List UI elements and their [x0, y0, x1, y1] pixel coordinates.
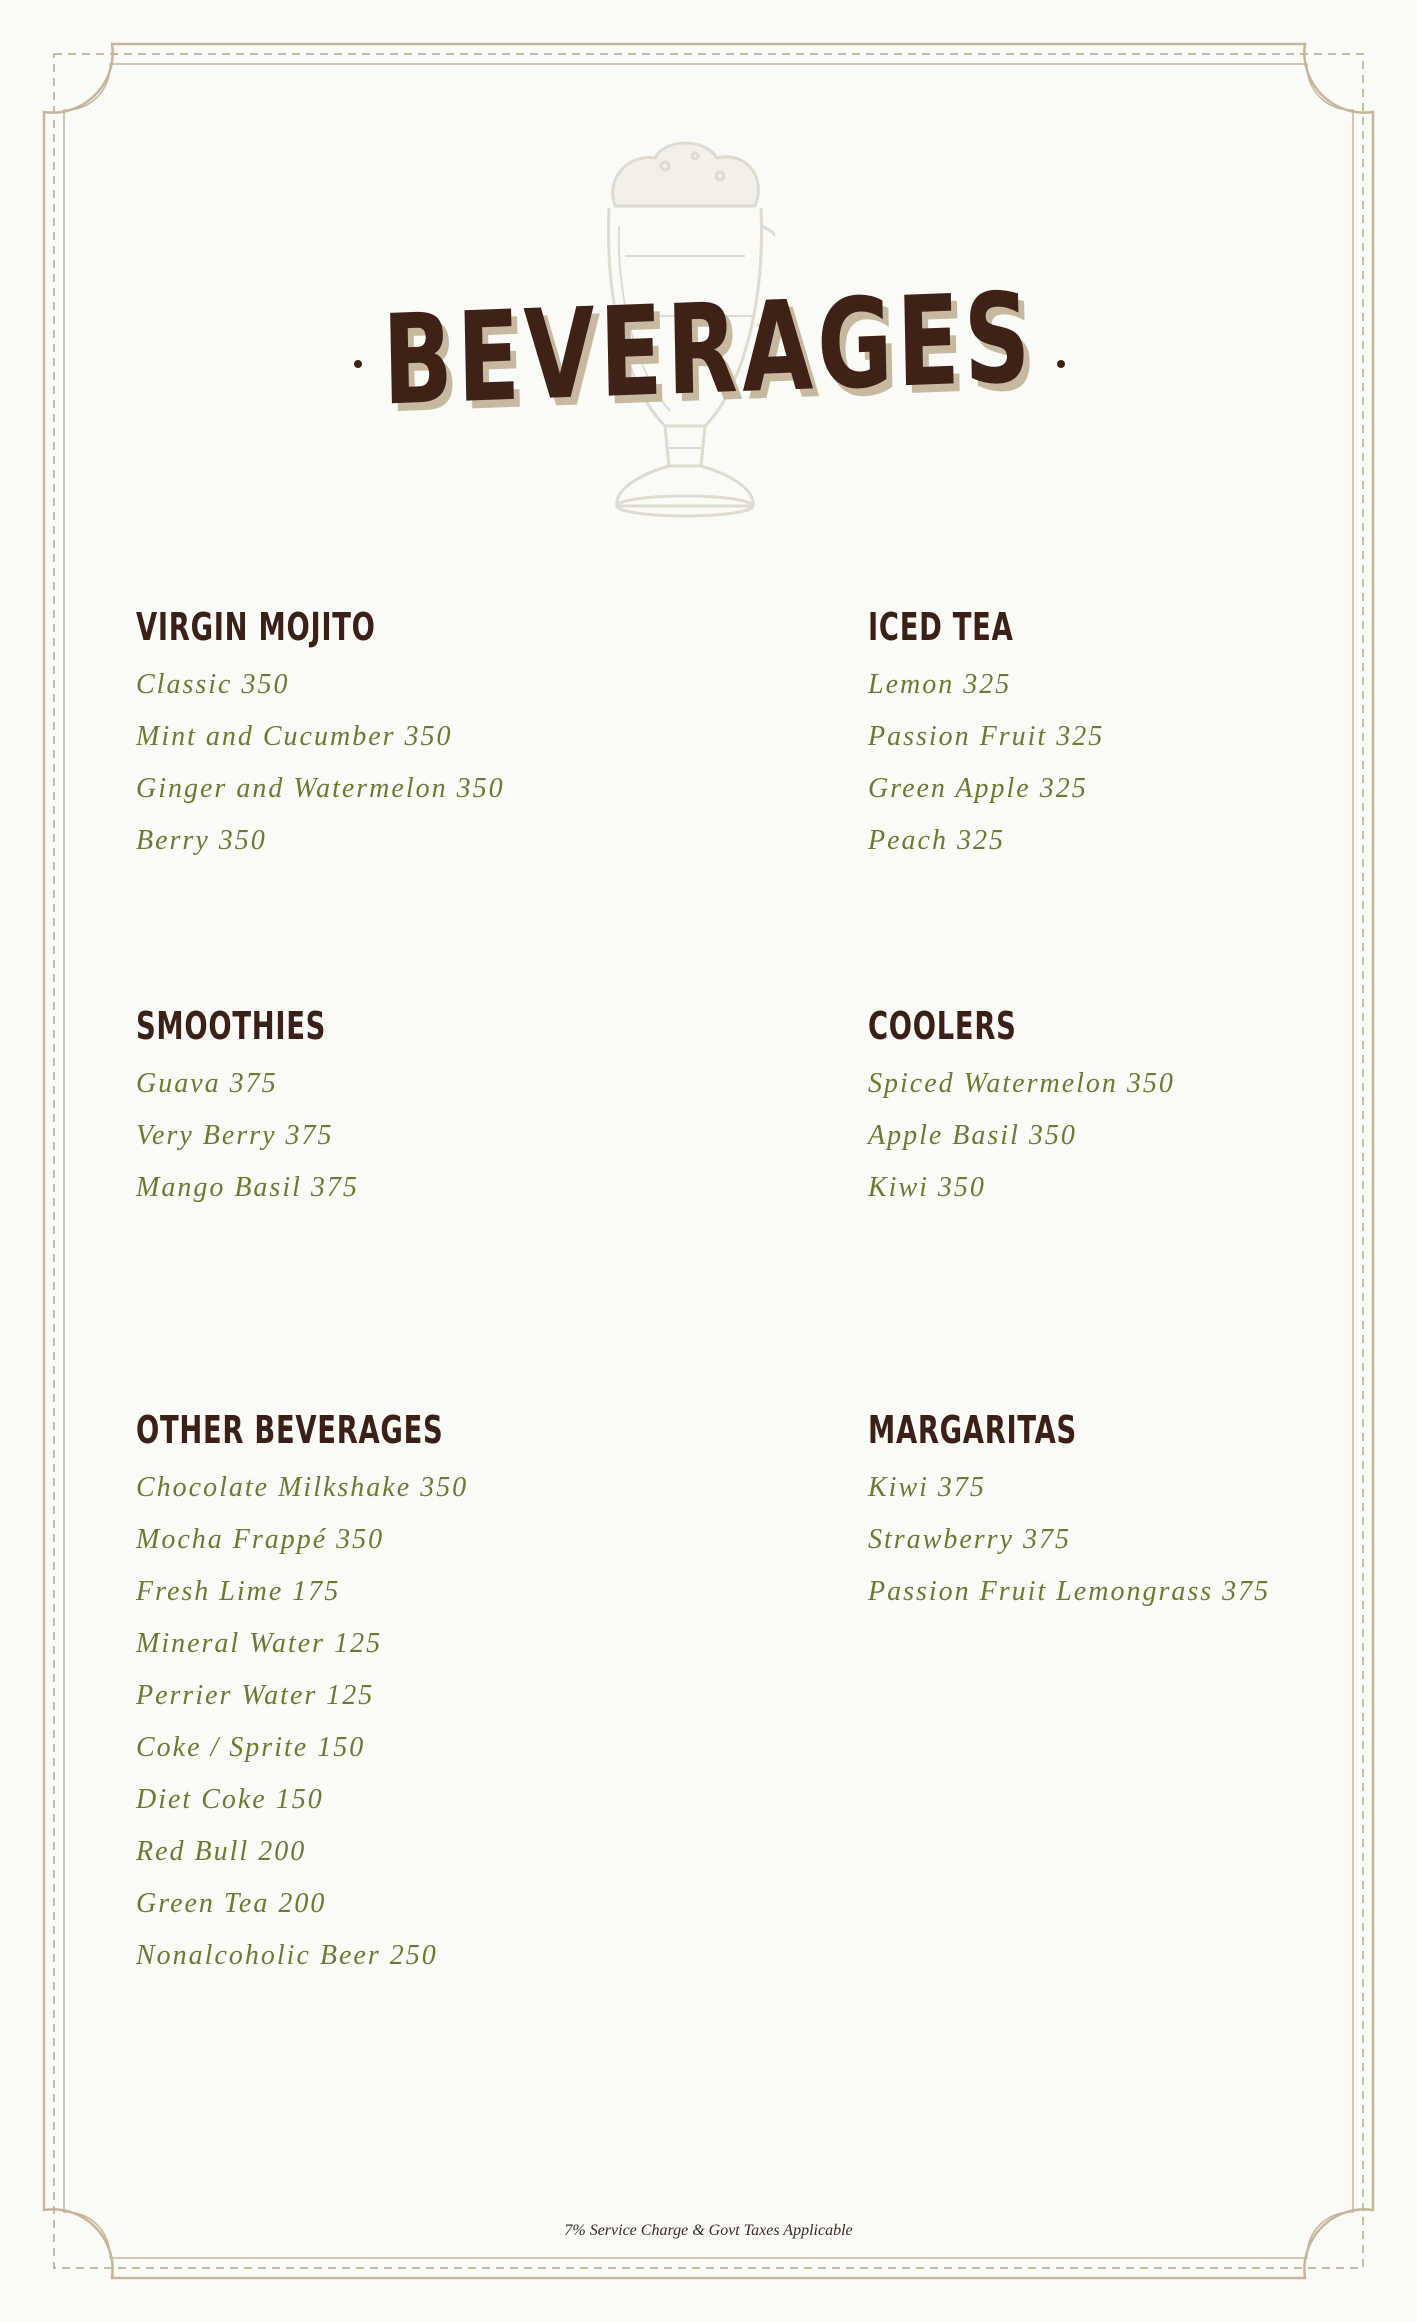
menu-item: Kiwi 375 [868, 1472, 986, 1503]
menu-item: Passion Fruit 325 [868, 721, 1105, 752]
item-list [868, 1462, 1417, 1618]
footer-note: 7% Service Charge & Govt Taxes Applicable [564, 2222, 853, 2239]
menu-item: Diet Coke 150 [136, 1784, 324, 1815]
section-margaritas [868, 1408, 1417, 1618]
menu-item: Mango Basil 375 [136, 1172, 359, 1203]
menu-item: Chocolate Milkshake 350 [136, 1472, 469, 1503]
menu-item: Mocha Frappé 350 [136, 1524, 385, 1555]
menu-item: Spiced Watermelon 350 [868, 1068, 1175, 1099]
item-list [136, 1058, 696, 1214]
menu-item: Guava 375 [136, 1068, 278, 1099]
menu-item: Mint and Cucumber 350 [136, 721, 453, 752]
menu-item: Strawberry 375 [868, 1524, 1071, 1555]
section-coolers [868, 1004, 1417, 1214]
section-other-beverages [136, 1408, 696, 1982]
section-title: SMOOTHIES [136, 1004, 327, 1048]
item-list [868, 659, 1417, 867]
menu-item: Coke / Sprite 150 [136, 1732, 366, 1763]
menu-item: Mineral Water 125 [136, 1628, 383, 1659]
item-list [136, 659, 696, 867]
section-virgin-mojito [136, 605, 696, 867]
menu-item: Berry 350 [136, 825, 267, 856]
menu-item: Lemon 325 [868, 669, 1012, 700]
menu-item: Very Berry 375 [136, 1120, 334, 1151]
menu-item: Nonalcoholic Beer 250 [136, 1940, 438, 1971]
section-title: COOLERS [868, 1004, 1017, 1048]
item-list [868, 1058, 1417, 1214]
menu-item: Red Bull 200 [136, 1836, 307, 1867]
menu-item: Perrier Water 125 [136, 1680, 375, 1711]
menu-item: Fresh Lime 175 [136, 1576, 341, 1607]
section-title: MARGARITAS [868, 1408, 1077, 1452]
menu-item: Classic 350 [136, 669, 290, 700]
menu-item: Peach 325 [868, 825, 1005, 856]
menu-item: Kiwi 350 [868, 1172, 986, 1203]
menu-item: Passion Fruit Lemongrass 375 [868, 1576, 1271, 1607]
menu-item: Green Apple 325 [868, 773, 1088, 804]
title-container [0, 266, 1417, 434]
page-title: BEVERAGES [381, 266, 1036, 434]
section-smoothies [136, 1004, 696, 1214]
item-list [136, 1462, 696, 1982]
section-title: VIRGIN MOJITO [136, 605, 376, 649]
menu-item: Green Tea 200 [136, 1888, 327, 1919]
section-title: OTHER BEVERAGES [136, 1408, 444, 1452]
menu-item: Ginger and Watermelon 350 [136, 773, 505, 804]
section-title: ICED TEA [868, 605, 1014, 649]
section-iced-tea [868, 605, 1417, 867]
menu-item: Apple Basil 350 [868, 1120, 1077, 1151]
